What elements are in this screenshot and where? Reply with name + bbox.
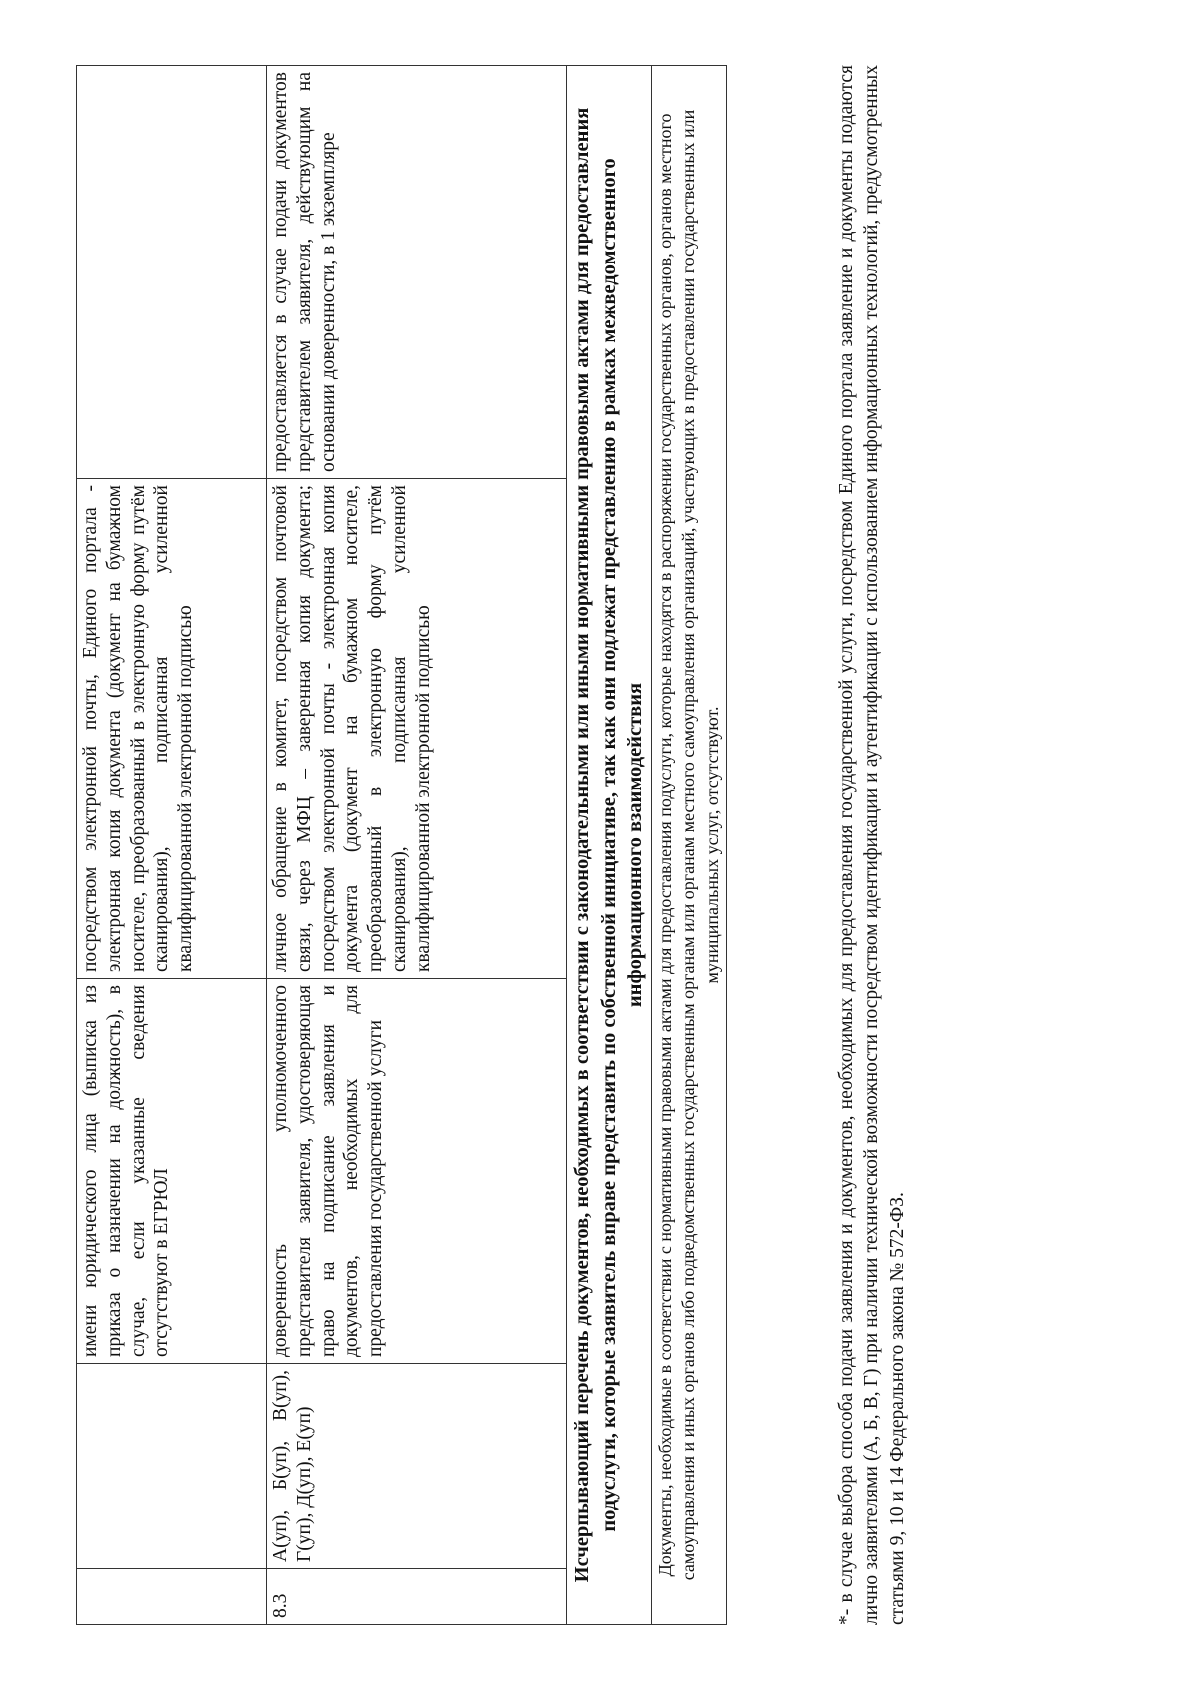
applicant-category-cell	[77, 1364, 267, 1569]
note-cell: предоставляется в случае подачи документов представителем заявителя, действующим на основании доверенности, в 1 экземпляре	[267, 66, 567, 479]
document-cell: доверенность уполномоченного представителя заявителя, удостоверяющая право на подписание заявления и документов, необходимых для предоставления государственной услуги	[267, 979, 567, 1364]
section-text-row	[651, 66, 726, 1625]
applicant-category-cell: А(уп), Б(уп), В(уп), Г(уп), Д(уп), Е(уп)	[267, 1364, 567, 1569]
table-row-continued	[77, 66, 267, 1625]
note-cell	[77, 66, 267, 479]
footnote: *- в случае выбора способа подачи заявления и документов, необходимых для предоставления государственной услуги, посредством Единого портала заявление и документы подаются лично заявителями (А, Б, В, Г) при наличии технической возможности посредством идентификации и аутентификации с использованием информационных технологий, предусмотренных статьями 9, 10 и 14 Федерального закона № 572-ФЗ.	[836, 65, 908, 1625]
section-text: Документы, необходимые в соответствии с нормативными правовыми актами для предоставления подуслуги, которые находятся в распоряжении государственных органов, органов местного самоуправления и иных органов либо подведомственных государственным органам или органам местного самоуправления организаций, участвующих в предоставлении государственных или муниципальных услуг, отсутствуют.	[651, 66, 726, 1625]
row-number-cell	[77, 1569, 267, 1625]
section-heading-row	[567, 66, 652, 1625]
table-row-8-3	[267, 66, 567, 1625]
submission-method-cell: личное обращение в комитет, посредством почтовой связи, через МФЦ – заверенная копия документа; посредством электронной почты - электронная копия документа (документ на бумажном носителе, преобразованный в электронную форму путём сканирования), подписанная усиленной квалифицированной электронной подписью	[267, 479, 567, 979]
submission-method-cell: посредством электронной почты, Единого портала - электронная копия документа (документ на бумажном носителе, преобразованный в электронную форму путём сканирования), подписанная усиленной квалифицированной электронной подписью	[77, 479, 267, 979]
row-number-cell: 8.3	[267, 1569, 567, 1625]
document-cell: имени юридического лица (выписка из приказа о назначении на должность), в случае, если указанные сведения отсутствуют в ЕГРЮЛ	[77, 979, 267, 1364]
documents-table	[76, 65, 727, 1625]
section-heading: Исчерпывающий перечень документов, необходимых в соответствии с законодательными или иными нормативными правовыми актами для предоставления подуслуги, которые заявитель вправе представить по собственной инициативе, так как они подлежат представлению в рамках межведомственного информационного взаимодействия	[567, 66, 652, 1625]
